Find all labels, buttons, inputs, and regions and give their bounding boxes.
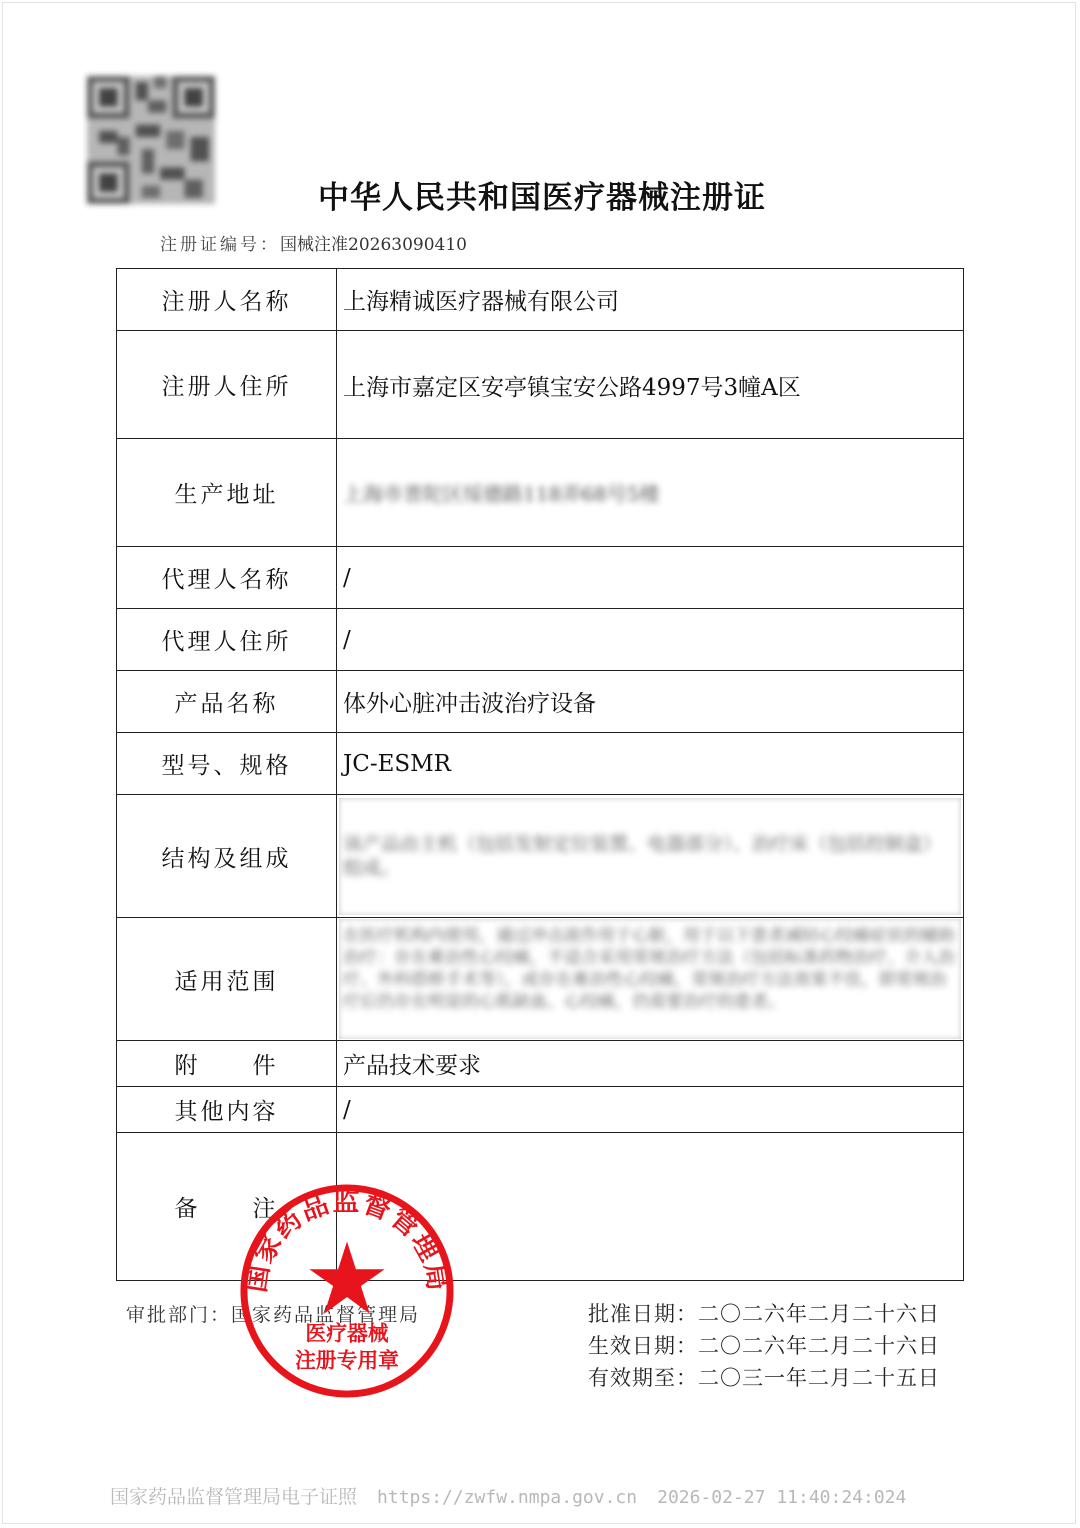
production-address-blurred: 上海市普陀区绥德路118弄68号5楼	[343, 482, 660, 506]
date-label: 有效期至：	[588, 1366, 698, 1390]
row-label: 备 注	[117, 1133, 337, 1281]
seal-icon	[238, 1182, 456, 1400]
row-label: 产品名称	[117, 671, 337, 733]
table-row	[117, 331, 964, 439]
table-row	[117, 1041, 964, 1087]
table-row	[117, 1087, 964, 1133]
watermark-timestamp: 2026-02-27 11:40:24:024	[657, 1487, 907, 1508]
row-label: 附 件	[117, 1041, 337, 1087]
approval-department-label: 审批部门：	[126, 1304, 232, 1326]
star-icon	[309, 1241, 384, 1313]
date-label: 生效日期：	[588, 1334, 698, 1358]
table-row	[117, 795, 964, 918]
registration-number	[160, 230, 467, 255]
table-row	[117, 918, 964, 1041]
scope-text-blurred: 在医疗机构内使用，通过冲击波作用于心脏，用于以下患者减轻心绞痛症状的辅助治疗：存在难治性心绞痛，不适合采用常规治疗方法（包括标准药物治疗、介入治疗、外科搭桥手术等），或存在难治性心绞痛，常规治疗方法效果不佳，即常规治疗后仍存在明显的心肌缺血、心绞痛，仍需要治疗的患者。	[343, 926, 955, 1012]
dates-block	[588, 1298, 940, 1394]
row-value: 产品技术要求	[337, 1041, 964, 1087]
date-value: 二〇二六年二月二十六日	[698, 1302, 940, 1326]
row-label: 适用范围	[117, 918, 337, 1041]
date-value: 二〇三一年二月二十五日	[698, 1366, 940, 1390]
row-label: 结构及组成	[117, 795, 337, 918]
watermark-issuer: 国家药品监督管理局电子证照	[110, 1486, 358, 1508]
row-label: 生产地址	[117, 439, 337, 547]
watermark-url: https://zwfw.nmpa.gov.cn	[377, 1487, 638, 1508]
scope-blurred-box	[339, 919, 961, 1039]
seal-inner-line2: 注册专用章	[295, 1348, 399, 1373]
row-label: 其他内容	[117, 1087, 337, 1133]
registrant-address: 上海市嘉定区安亭镇宝安公路4997号3幢A区	[343, 375, 801, 401]
table-row	[117, 733, 964, 795]
row-value	[337, 331, 964, 439]
date-label: 批准日期：	[588, 1302, 698, 1326]
date-value: 二〇二六年二月二十六日	[698, 1334, 940, 1358]
row-label: 注册人住所	[117, 331, 337, 439]
row-value	[337, 918, 964, 1041]
row-value: /	[337, 547, 964, 609]
approval-department-value: 国家药品监督管理局	[231, 1304, 421, 1326]
row-value	[337, 795, 964, 918]
row-label: 型号、规格	[117, 733, 337, 795]
row-label: 代理人住所	[117, 609, 337, 671]
row-value: /	[337, 609, 964, 671]
table-row	[117, 547, 964, 609]
row-label: 注册人名称	[117, 269, 337, 331]
approval-date	[588, 1298, 940, 1330]
table-row	[117, 671, 964, 733]
seal-inner-line1: 医疗器械	[305, 1321, 389, 1346]
certificate-table	[116, 268, 964, 1281]
seal-outer-text: 国家药品监督管理局	[240, 1186, 454, 1295]
structure-blurred-box	[339, 798, 961, 915]
structure-text-blurred: 该产品由主机（包括发射定位装置、电器部分）、治疗床（包括控制盒）组成。	[343, 833, 942, 879]
row-value: JC-ESMR	[337, 733, 964, 795]
document-title: 中华人民共和国医疗器械注册证	[318, 180, 766, 216]
row-value: 体外心脏冲击波治疗设备	[337, 671, 964, 733]
row-label: 代理人名称	[117, 547, 337, 609]
row-value	[337, 439, 964, 547]
row-value: 上海精诚医疗器械有限公司	[337, 269, 964, 331]
table-row	[117, 439, 964, 547]
table-row	[117, 269, 964, 331]
table-row	[117, 609, 964, 671]
registration-number-value: 国械注准20263090410	[280, 235, 467, 255]
registration-number-label: 注册证编号：	[160, 235, 280, 255]
e-license-watermark	[110, 1482, 926, 1509]
row-value: /	[337, 1087, 964, 1133]
effective-date	[588, 1330, 940, 1362]
expiry-date	[588, 1362, 940, 1394]
official-seal	[238, 1182, 456, 1400]
